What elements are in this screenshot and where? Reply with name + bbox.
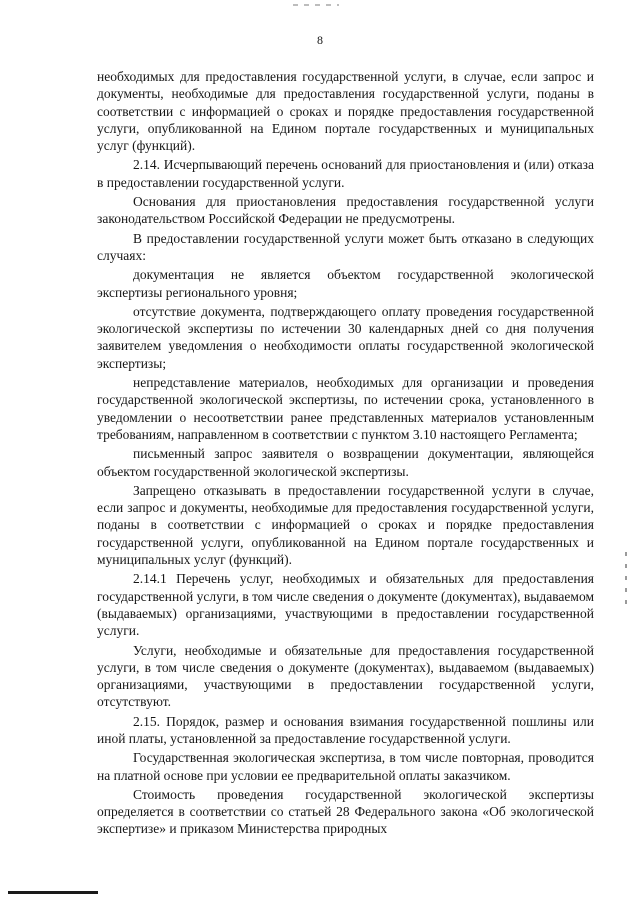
paragraph-required-services: Услуги, необходимые и обязательные для предоставления государственной услуги, в том числе сведения о документе (документах), выдаваемом (выдаваемых) организациями, участвующими в предоставлении государственной услуги, отсутствуют. [97,642,594,710]
scan-artifact-top [293,4,339,6]
paragraph-refusal-case-1: документация не является объектом государственной экологической экспертизы регионального уровня; [97,267,594,300]
paragraph-refusal-prohibited: Запрещено отказывать в предоставлении государственной услуги в случае, если запрос и документы, необходимые для предоставления государственной услуги, поданы в соответствии с информацией о сроках и порядке предоставления государственной услуги, опубликованной на Едином портале государственных и муниципальных услуг (функций). [97,482,594,568]
paragraph-section-2-14: 2.14. Исчерпывающий перечень оснований для приостановления и (или) отказа в предоставлении государственной услуги. [97,157,594,190]
paragraph-refusal-case-4: письменный запрос заявителя о возвращении документации, являющейся объектом государственной экологической экспертизы. [97,446,594,479]
paragraph-section-2-15: 2.15. Порядок, размер и основания взимания государственной пошлины или иной платы, установленной за предоставление государственной услуги. [97,713,594,746]
document-body [97,68,594,840]
paragraph-refusal-intro: В предоставлении государственной услуги может быть отказано в следующих случаях: [97,230,594,263]
paragraph-suspension-grounds: Основания для приостановления предоставления государственной услуги законодательством Российской Федерации не предусмотрены. [97,194,594,227]
footnote-rule [8,891,98,894]
paragraph-refusal-case-2: отсутствие документа, подтверждающего оплату проведения государственной экологической экспертизы по истечении 30 календарных дней со дня получения заявителем уведомления о необходимости оплаты государственной экологической экспертизы; [97,303,594,371]
paragraph-continuation: необходимых для предоставления государственной услуги, в случае, если запрос и документы, необходимые для предоставления государственной услуги, поданы в соответствии с информацией о сроках и порядке предоставления государственной услуги, опубликованной на Едином портале государственных и муниципальных услуг (функций). [97,69,594,154]
paragraph-refusal-case-3: непредставление материалов, необходимых для организации и проведения государственной экологической экспертизы, по истечении срока, установленного в уведомлении о несоответствии ранее представленных материалов установленным требованиям, направленном в соответствии с пунктом 3.10 настоящего Регламента; [97,375,594,442]
paragraph-section-2-14-1: 2.14.1 Перечень услуг, необходимых и обязательных для предоставления государственной услуги, в том числе сведения о документе (документах), выдаваемом (выдаваемых) организациями, участвующими в предоставлении государственной услуги. [97,571,594,639]
paragraph-cost-determination: Стоимость проведения государственной экологической экспертизы определяется в соответствии со статьей 28 Федерального закона «Об экологической экспертизе» и приказом Министерства природных [97,786,594,837]
scan-artifact-right [625,552,627,604]
paragraph-paid-basis: Государственная экологическая экспертиза, в том числе повторная, проводится на платной основе при условии ее предварительной оплаты заказчиком. [97,750,594,783]
page-number: 8 [317,33,323,47]
